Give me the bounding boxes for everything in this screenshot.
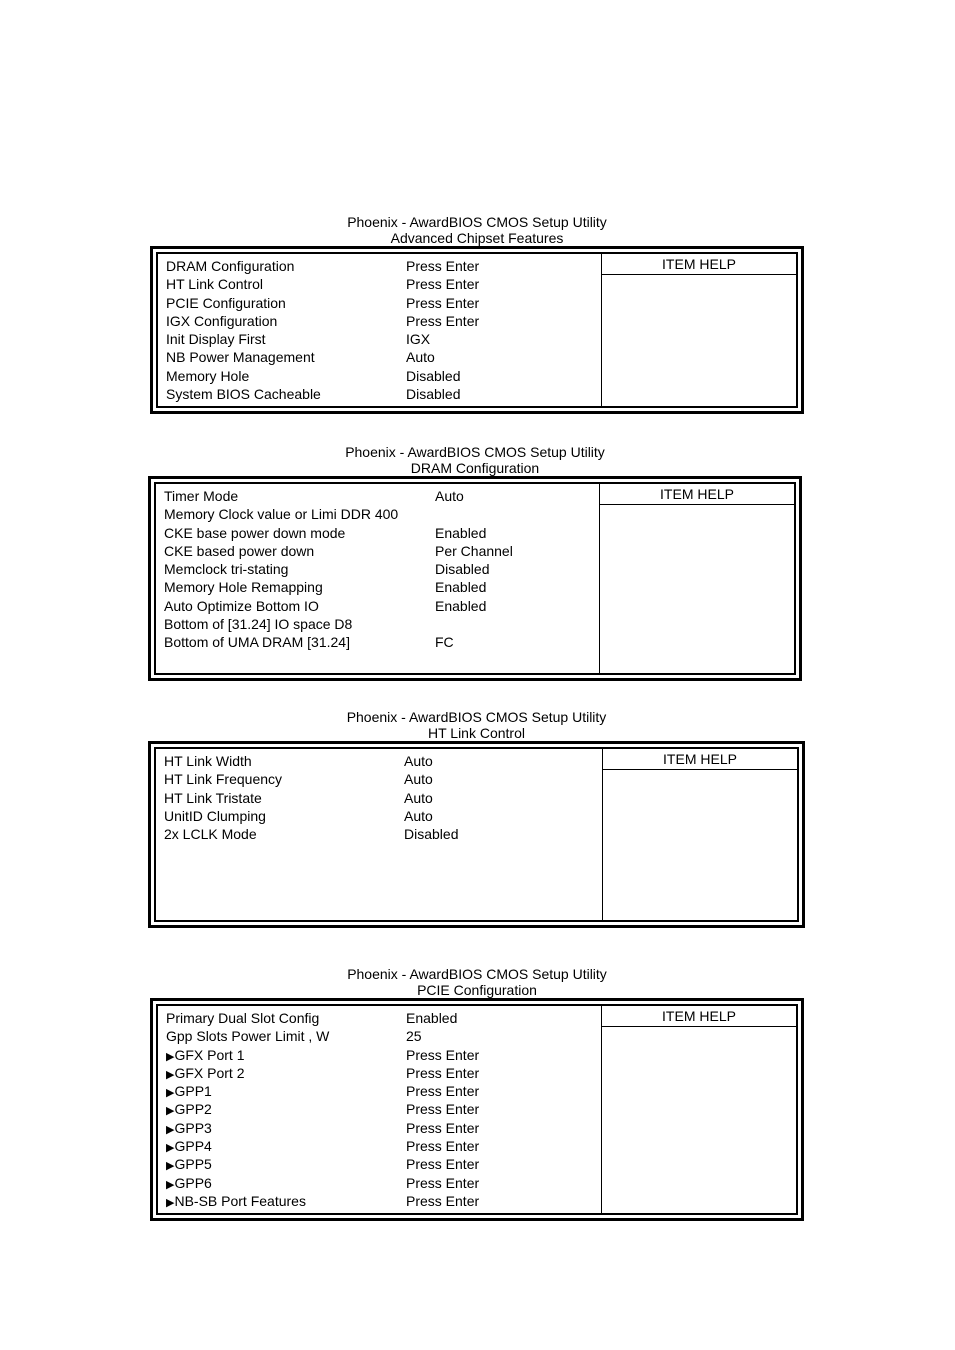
setting-row[interactable]: NB Power Management Auto: [166, 349, 435, 366]
item-help-panel: [601, 254, 796, 406]
panel-title: Phoenix - AwardBIOS CMOS Setup Utility: [346, 709, 607, 725]
submenu-arrow-icon: ▶: [166, 1160, 175, 1173]
item-help-header: ITEM HELP: [602, 1006, 796, 1027]
settings-list: [164, 487, 594, 652]
setting-row[interactable]: DRAM Configuration Press Enter: [166, 258, 480, 274]
setting-row[interactable]: Gpp Slots Power Limit , W 25: [166, 1028, 422, 1045]
submenu-row[interactable]: ▶NB-SB Port Features Press Enter: [166, 1192, 480, 1209]
panel-subtitle: Advanced Chipset Features: [390, 230, 564, 246]
submenu-arrow-icon: ▶: [166, 1087, 175, 1100]
submenu-arrow-icon: ▶: [166, 1196, 175, 1209]
submenu-arrow-icon: ▶: [166, 1142, 175, 1155]
setting-row[interactable]: CKE base power down mode Enabled: [164, 524, 487, 541]
setting-row[interactable]: Init Display First IGX: [166, 331, 431, 348]
submenu-row[interactable]: ▶GFX Port 1 Press Enter: [166, 1046, 480, 1063]
item-help-panel: [601, 1006, 796, 1213]
setting-row[interactable]: Memclock tri-stating Disabled: [164, 561, 490, 578]
setting-row[interactable]: HT Link Control Press Enter: [166, 276, 480, 293]
submenu-row[interactable]: ▶GPP4 Press Enter: [166, 1138, 480, 1155]
settings-frame: [148, 741, 805, 928]
setting-row[interactable]: Primary Dual Slot Config Enabled: [166, 1010, 458, 1026]
settings-list: [166, 257, 596, 403]
submenu-row[interactable]: ▶GPP1 Press Enter: [166, 1083, 480, 1100]
item-help-header: ITEM HELP: [600, 484, 794, 505]
submenu-arrow-icon: ▶: [166, 1105, 175, 1118]
settings-list: [164, 752, 594, 843]
panel-title: Phoenix - AwardBIOS CMOS Setup Utility: [347, 214, 607, 230]
item-help-panel: [599, 484, 794, 673]
setting-row[interactable]: 2x LCLK Mode Disabled: [164, 826, 459, 843]
setting-row[interactable]: Memory Hole Disabled: [166, 367, 461, 384]
panel-subtitle: PCIE Configuration: [417, 982, 537, 998]
item-help-header: ITEM HELP: [603, 749, 797, 770]
setting-row[interactable]: Memory Hole Remapping Enabled: [164, 579, 487, 596]
settings-frame: [150, 246, 804, 414]
setting-row[interactable]: Memory Clock value or Limi DDR 400: [164, 506, 399, 523]
panel-title: Phoenix - AwardBIOS CMOS Setup Utility: [345, 444, 605, 460]
setting-row[interactable]: System BIOS Cacheable Disabled: [166, 386, 461, 403]
submenu-arrow-icon: ▶: [166, 1178, 175, 1191]
panel-subtitle: DRAM Configuration: [410, 460, 540, 476]
submenu-row[interactable]: ▶GFX Port 2 Press Enter: [166, 1064, 480, 1081]
setting-row[interactable]: Auto Optimize Bottom IO Enabled: [164, 597, 487, 614]
panel-subtitle: HT Link Control: [427, 725, 525, 741]
settings-list: [166, 1009, 596, 1210]
settings-frame: [150, 998, 804, 1221]
setting-row[interactable]: CKE based power down Per Channel: [164, 542, 513, 559]
setting-row[interactable]: Bottom of [31.24] IO space D8: [164, 616, 353, 633]
submenu-row[interactable]: ▶GPP2 Press Enter: [166, 1101, 480, 1118]
item-help-panel: [602, 749, 797, 920]
setting-row[interactable]: Bottom of UMA DRAM [31.24] FC: [164, 634, 454, 651]
submenu-arrow-icon: ▶: [166, 1068, 175, 1081]
setting-row[interactable]: HT Link Tristate Auto: [164, 789, 433, 806]
setting-row[interactable]: UnitID Clumping Auto: [164, 807, 433, 824]
setting-row[interactable]: HT Link Frequency Auto: [164, 771, 433, 788]
panel-dram-configuration: [148, 444, 802, 681]
panel-advanced-chipset: [150, 214, 804, 414]
setting-row[interactable]: PCIE Configuration Press Enter: [166, 294, 480, 311]
submenu-arrow-icon: ▶: [166, 1050, 175, 1063]
setting-row[interactable]: IGX Configuration Press Enter: [166, 312, 480, 329]
panel-title: Phoenix - AwardBIOS CMOS Setup Utility: [347, 966, 607, 982]
setting-row[interactable]: Timer Mode Auto: [164, 488, 464, 504]
panel-pcie-configuration: [150, 966, 804, 1221]
submenu-arrow-icon: ▶: [166, 1123, 175, 1136]
panel-ht-link-control: [148, 709, 805, 928]
submenu-row[interactable]: ▶GPP3 Press Enter: [166, 1119, 480, 1136]
settings-frame: [148, 476, 802, 681]
item-help-header: ITEM HELP: [602, 254, 796, 275]
setting-row[interactable]: HT Link Width Auto: [164, 753, 433, 769]
submenu-row[interactable]: ▶GPP5 Press Enter: [166, 1156, 480, 1173]
submenu-row[interactable]: ▶GPP6 Press Enter: [166, 1174, 480, 1191]
